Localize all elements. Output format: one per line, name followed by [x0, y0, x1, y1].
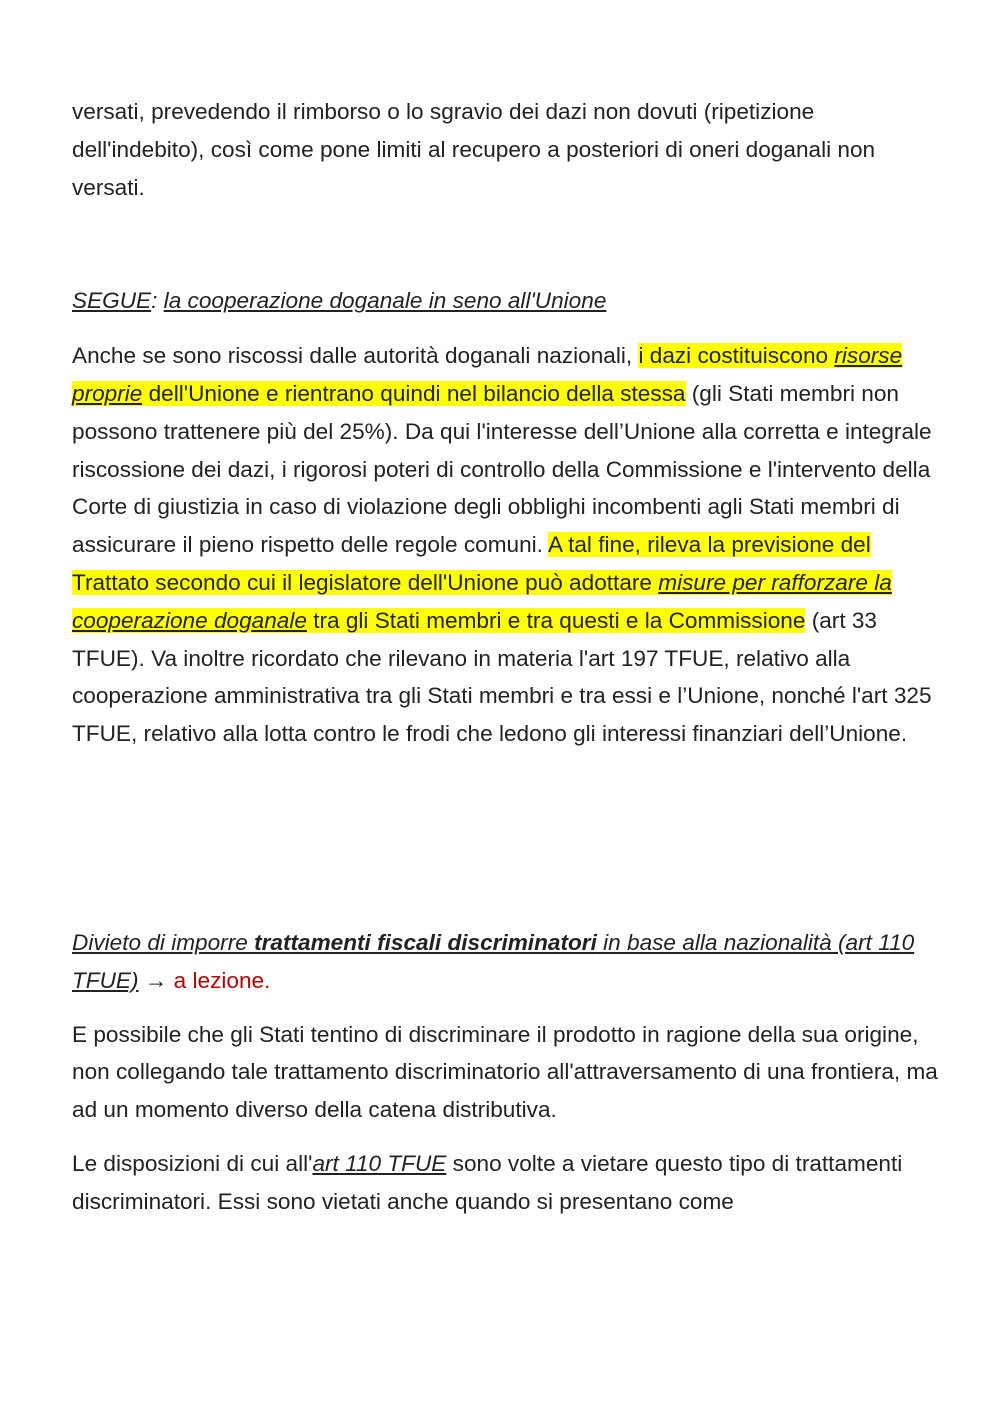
segue-heading	[72, 282, 942, 320]
divieto-part-1: Divieto di imporre	[72, 929, 255, 955]
intro-paragraph	[72, 93, 942, 206]
highlight-risorse-proprie: risorse proprie	[72, 343, 903, 406]
divieto-bold: trattamenti fiscali discriminatori	[254, 929, 597, 955]
lecture-note: a lezione.	[173, 967, 271, 993]
intro-text: versati, prevedendo il rimborso o lo sgravio dei dazi non dovuti (ripetizione dell'indebito), così come pone limiti al recupero a posteriori di oneri doganali non versati.	[72, 99, 876, 200]
highlight-trattato: A tal fine, rileva la previsione del Trattato secondo cui il legislatore dell'Unione può adottare	[72, 532, 871, 595]
segue-title: la cooperazione doganale in seno all'Unione	[163, 288, 607, 314]
provisions-text-2: sono volte a vietare questo tipo di trattamenti discriminatori. Essi sono vietati anche quando si presentano come	[72, 1150, 903, 1214]
cooperation-text-1: Anche se sono riscossi dalle autorità doganali nazionali,	[72, 343, 639, 369]
highlight-dazi: i dazi costituiscono	[638, 343, 835, 369]
arrow-icon: →	[138, 967, 174, 993]
origin-text: E possibile che gli Stati tentino di discriminare il prodotto in ragione della sua origine, non collegando tale trattamento discriminatorio all'attraversamento di una frontiera, ma ad un momento diverso della catena distributiva.	[72, 1021, 938, 1123]
provisions-text-1: Le disposizioni di cui all'	[72, 1150, 313, 1176]
provisions-article-ref: art 110 TFUE	[312, 1150, 447, 1176]
segue-separator: :	[151, 288, 164, 314]
highlight-misure: misure per rafforzare la cooperazione doganale	[72, 569, 892, 633]
highlight-stati-membri: tra gli Stati membri e tra questi e la Commissione	[306, 607, 806, 633]
highlight-bilancio: dell'Unione e rientrano quindi nel bilancio della stessa	[142, 380, 686, 406]
segue-label: SEGUE	[72, 288, 152, 314]
divieto-heading	[72, 924, 942, 1000]
provisions-paragraph	[72, 1145, 942, 1221]
cooperation-text-2: (gli Stati membri non possono trattenere più del 25%). Da qui l'interesse dell’Unione alla corretta e integrale riscossione dei dazi, i rigorosi poteri di controllo della Commissione e l'intervento della Corte di giustizia in caso di violazione degli obblighi incombenti agli Stati membri di assicurare il pieno rispetto delle regole comuni.	[72, 380, 932, 558]
divieto-part-2: in base alla nazionalità (art 110 TFUE)	[72, 929, 915, 993]
document-page	[72, 93, 942, 1221]
cooperation-paragraph	[72, 337, 942, 753]
origin-paragraph	[72, 1016, 942, 1129]
cooperation-text-3: (art 33 TFUE). Va inoltre ricordato che rilevano in materia l'art 197 TFUE, relativo alla cooperazione amministrativa tra gli Stati membri e tra essi e l’Unione, nonché l'art 325 TFUE, relativo alla lotta contro le frodi che ledono gli interessi finanziari dell’Unione.	[72, 607, 932, 747]
